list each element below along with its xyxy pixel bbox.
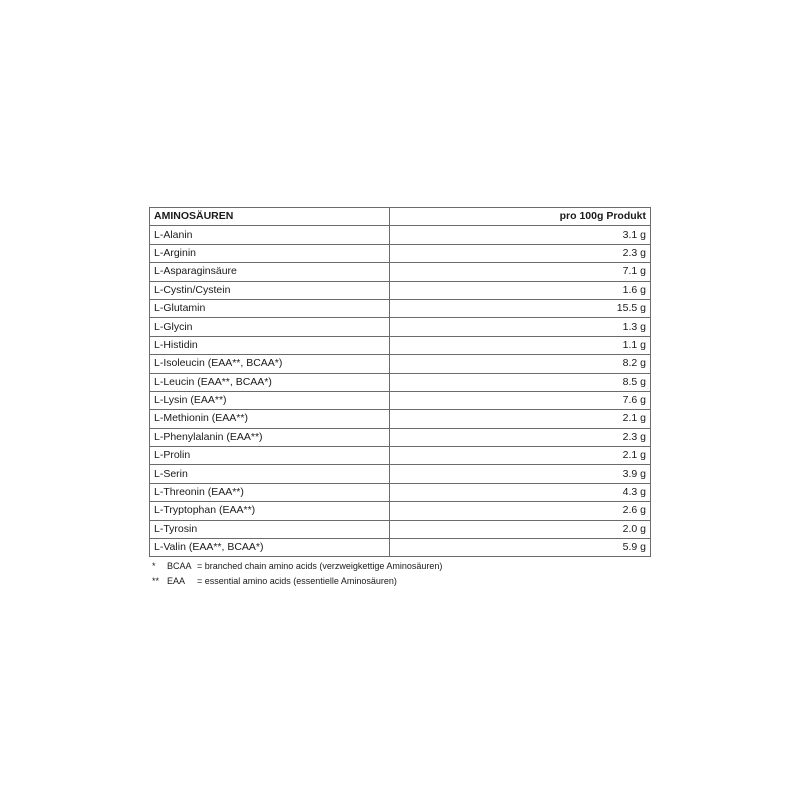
- amino-acid-value: 1.6 g: [390, 281, 651, 299]
- amino-acid-name: L-Arginin: [150, 244, 390, 262]
- footnote-text: = essential amino acids (essentielle Aminosäuren): [197, 576, 397, 586]
- amino-acid-name: L-Glutamin: [150, 299, 390, 317]
- table-header-row: [150, 208, 651, 226]
- table-row: [150, 483, 651, 501]
- amino-acid-value: 8.5 g: [390, 373, 651, 391]
- amino-acid-value: 15.5 g: [390, 299, 651, 317]
- table-row: [150, 373, 651, 391]
- table-row: [150, 465, 651, 483]
- amino-acid-name: L-Glycin: [150, 318, 390, 336]
- amino-acid-value: 2.3 g: [390, 244, 651, 262]
- amino-acid-value: 2.6 g: [390, 502, 651, 520]
- amino-acid-name: L-Tryptophan (EAA**): [150, 502, 390, 520]
- amino-acid-name: L-Asparaginsäure: [150, 263, 390, 281]
- table-row: [150, 263, 651, 281]
- amino-acid-value: 5.9 g: [390, 539, 651, 557]
- amino-acid-name: L-Threonin (EAA**): [150, 483, 390, 501]
- footnote-text: = branched chain amino acids (verzweigkettige Aminosäuren): [197, 561, 443, 571]
- table-row: [150, 391, 651, 409]
- table-row: [150, 355, 651, 373]
- amino-acid-name: L-Cystin/Cystein: [150, 281, 390, 299]
- amino-acid-name: L-Leucin (EAA**, BCAA*): [150, 373, 390, 391]
- amino-acid-name: L-Valin (EAA**, BCAA*): [150, 539, 390, 557]
- amino-acid-value: 2.3 g: [390, 428, 651, 446]
- header-name: AMINOSÄUREN: [150, 208, 390, 226]
- amino-acid-name: L-Isoleucin (EAA**, BCAA*): [150, 355, 390, 373]
- amino-acid-value: 3.1 g: [390, 226, 651, 244]
- amino-acid-name: L-Phenylalanin (EAA**): [150, 428, 390, 446]
- table-row: [150, 226, 651, 244]
- amino-acid-value: 1.1 g: [390, 336, 651, 354]
- header-value: pro 100g Produkt: [390, 208, 651, 226]
- footnote-row: [152, 559, 442, 574]
- footnotes: [152, 559, 442, 589]
- amino-acid-value: 2.1 g: [390, 447, 651, 465]
- amino-acid-value: 4.3 g: [390, 483, 651, 501]
- footnote-mark: **: [152, 576, 160, 586]
- amino-acid-value: 3.9 g: [390, 465, 651, 483]
- table-row: [150, 336, 651, 354]
- footnote-abbreviation: EAA: [167, 576, 186, 586]
- table-row: [150, 447, 651, 465]
- amino-acid-name: L-Histidin: [150, 336, 390, 354]
- table-body: [150, 226, 651, 557]
- amino-acid-value: 2.0 g: [390, 520, 651, 538]
- table-row: [150, 502, 651, 520]
- table-row: [150, 520, 651, 538]
- footnote-abbreviation: BCAA: [167, 561, 192, 571]
- amino-acid-name: L-Methionin (EAA**): [150, 410, 390, 428]
- amino-acid-value: 7.6 g: [390, 391, 651, 409]
- table-row: [150, 281, 651, 299]
- amino-acid-name: L-Tyrosin: [150, 520, 390, 538]
- table-row: [150, 244, 651, 262]
- amino-acid-value: 8.2 g: [390, 355, 651, 373]
- amino-acid-value: 1.3 g: [390, 318, 651, 336]
- amino-acid-name: L-Serin: [150, 465, 390, 483]
- footnote-mark: *: [152, 561, 156, 571]
- amino-acid-value: 2.1 g: [390, 410, 651, 428]
- amino-acid-table-container: [149, 207, 650, 557]
- table-row: [150, 318, 651, 336]
- amino-acid-name: L-Alanin: [150, 226, 390, 244]
- table-row: [150, 410, 651, 428]
- amino-acid-table: [149, 207, 651, 557]
- footnote-row: [152, 574, 442, 589]
- amino-acid-name: L-Lysin (EAA**): [150, 391, 390, 409]
- amino-acid-name: L-Prolin: [150, 447, 390, 465]
- table-row: [150, 539, 651, 557]
- table-row: [150, 299, 651, 317]
- amino-acid-value: 7.1 g: [390, 263, 651, 281]
- table-row: [150, 428, 651, 446]
